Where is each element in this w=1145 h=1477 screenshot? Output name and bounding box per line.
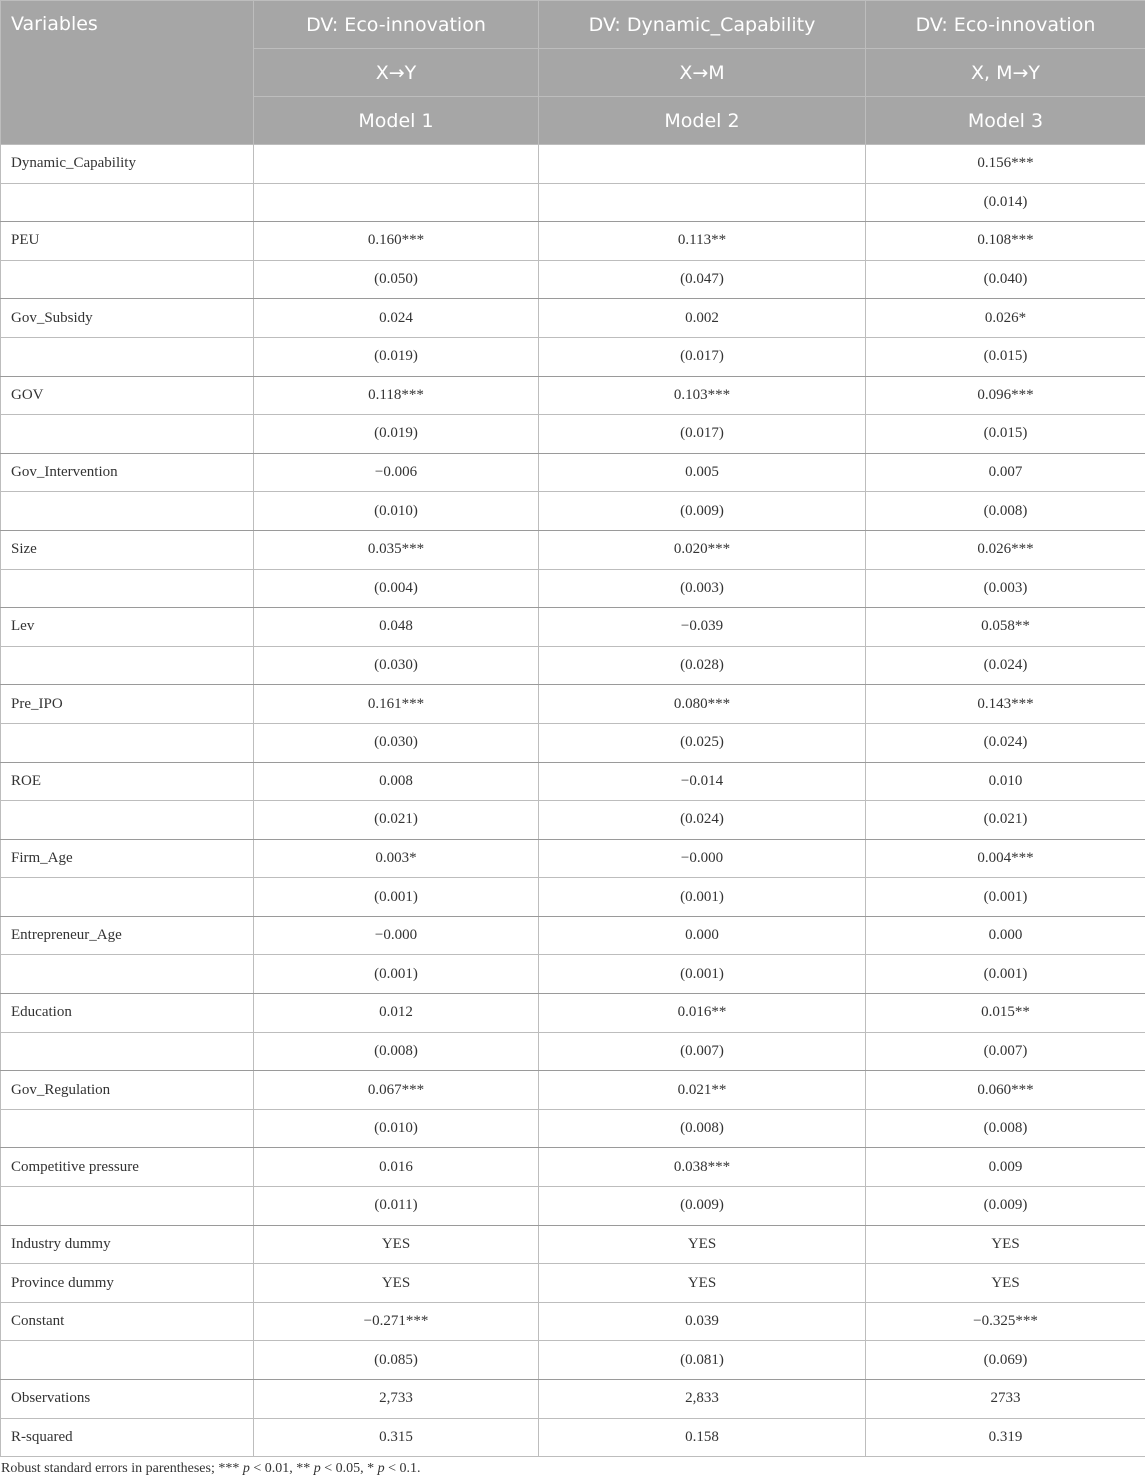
cell-model-3: (0.015) bbox=[866, 415, 1145, 454]
row-label: Gov_Regulation bbox=[1, 1071, 254, 1110]
cell-model-1: (0.019) bbox=[254, 337, 539, 376]
table-row bbox=[1, 1264, 1145, 1303]
cell-model-3: 0.060*** bbox=[866, 1071, 1145, 1110]
table-row bbox=[1, 299, 1145, 338]
cell-model-1: 0.016 bbox=[254, 1148, 539, 1187]
table-row-se bbox=[1, 260, 1145, 299]
dv-header-3: DV: Eco-innovation bbox=[866, 1, 1145, 49]
table-row-se bbox=[1, 492, 1145, 531]
cell-model-1: 0.012 bbox=[254, 994, 539, 1033]
row-label bbox=[1, 1341, 254, 1380]
cell-model-3: 0.156*** bbox=[866, 145, 1145, 184]
row-label bbox=[1, 569, 254, 608]
cell-model-1: (0.001) bbox=[254, 955, 539, 994]
cell-model-1: 2,733 bbox=[254, 1380, 539, 1419]
row-label: Education bbox=[1, 994, 254, 1033]
cell-model-2: −0.039 bbox=[539, 608, 866, 647]
cell-model-1: (0.019) bbox=[254, 415, 539, 454]
row-label: Gov_Intervention bbox=[1, 453, 254, 492]
table-row bbox=[1, 994, 1145, 1033]
footnote-p-1: p bbox=[242, 1461, 250, 1476]
table-row-se bbox=[1, 955, 1145, 994]
table-row bbox=[1, 762, 1145, 801]
cell-model-3: (0.024) bbox=[866, 723, 1145, 762]
cell-model-3: (0.015) bbox=[866, 337, 1145, 376]
cell-model-3: (0.024) bbox=[866, 646, 1145, 685]
table-row-se bbox=[1, 878, 1145, 917]
row-label: Firm_Age bbox=[1, 839, 254, 878]
table-row bbox=[1, 608, 1145, 647]
row-label bbox=[1, 415, 254, 454]
row-label bbox=[1, 646, 254, 685]
cell-model-1: 0.118*** bbox=[254, 376, 539, 415]
cell-model-2: 0.002 bbox=[539, 299, 866, 338]
cell-model-2 bbox=[539, 145, 866, 184]
cell-model-1: YES bbox=[254, 1264, 539, 1303]
row-label bbox=[1, 337, 254, 376]
cell-model-3: (0.007) bbox=[866, 1032, 1145, 1071]
row-label bbox=[1, 723, 254, 762]
cell-model-2: −0.014 bbox=[539, 762, 866, 801]
cell-model-1: 0.024 bbox=[254, 299, 539, 338]
cell-model-3: 0.000 bbox=[866, 916, 1145, 955]
cell-model-1: (0.021) bbox=[254, 801, 539, 840]
footnote-threshold-2: < 0.05, * bbox=[320, 1461, 378, 1476]
cell-model-2: 0.005 bbox=[539, 453, 866, 492]
cell-model-2: 0.038*** bbox=[539, 1148, 866, 1187]
row-label: Dynamic_Capability bbox=[1, 145, 254, 184]
cell-model-1: 0.003* bbox=[254, 839, 539, 878]
cell-model-1 bbox=[254, 183, 539, 222]
table-row bbox=[1, 916, 1145, 955]
row-label: Gov_Subsidy bbox=[1, 299, 254, 338]
row-label: GOV bbox=[1, 376, 254, 415]
table-row bbox=[1, 453, 1145, 492]
cell-model-3: (0.009) bbox=[866, 1187, 1145, 1226]
table-body bbox=[1, 145, 1145, 1457]
row-label bbox=[1, 878, 254, 917]
cell-model-3: −0.325*** bbox=[866, 1302, 1145, 1341]
cell-model-1: (0.008) bbox=[254, 1032, 539, 1071]
cell-model-3: (0.001) bbox=[866, 955, 1145, 994]
table-row-se bbox=[1, 569, 1145, 608]
table-row bbox=[1, 376, 1145, 415]
cell-model-2: (0.001) bbox=[539, 878, 866, 917]
cell-model-2: 0.039 bbox=[539, 1302, 866, 1341]
row-label bbox=[1, 801, 254, 840]
footnote-p-2: p bbox=[313, 1461, 321, 1476]
row-label: Observations bbox=[1, 1380, 254, 1419]
table-header bbox=[1, 1, 1145, 145]
cell-model-2: (0.081) bbox=[539, 1341, 866, 1380]
dv-header-1: DV: Eco-innovation bbox=[254, 1, 539, 49]
cell-model-1: −0.271*** bbox=[254, 1302, 539, 1341]
row-label: R-squared bbox=[1, 1418, 254, 1457]
table-row-se bbox=[1, 801, 1145, 840]
cell-model-3: 0.007 bbox=[866, 453, 1145, 492]
table-row bbox=[1, 839, 1145, 878]
table-row-se bbox=[1, 337, 1145, 376]
cell-model-1: (0.030) bbox=[254, 646, 539, 685]
cell-model-3: 0.026*** bbox=[866, 530, 1145, 569]
footnote-threshold-3: < 0.1. bbox=[384, 1461, 421, 1476]
cell-model-2: −0.000 bbox=[539, 839, 866, 878]
cell-model-2: (0.017) bbox=[539, 415, 866, 454]
table-row bbox=[1, 1071, 1145, 1110]
cell-model-3: (0.040) bbox=[866, 260, 1145, 299]
cell-model-2: 0.080*** bbox=[539, 685, 866, 724]
row-label: Lev bbox=[1, 608, 254, 647]
cell-model-2: (0.047) bbox=[539, 260, 866, 299]
cell-model-1: (0.004) bbox=[254, 569, 539, 608]
variables-header: Variables bbox=[1, 1, 254, 145]
row-label bbox=[1, 492, 254, 531]
footnote-p-3: p bbox=[377, 1461, 385, 1476]
table-row bbox=[1, 222, 1145, 261]
cell-model-2: (0.009) bbox=[539, 1187, 866, 1226]
row-label: Entrepreneur_Age bbox=[1, 916, 254, 955]
cell-model-2: 2,833 bbox=[539, 1380, 866, 1419]
table-row bbox=[1, 685, 1145, 724]
cell-model-2: YES bbox=[539, 1264, 866, 1303]
table-row-se bbox=[1, 1187, 1145, 1226]
table-row bbox=[1, 1148, 1145, 1187]
cell-model-2: (0.009) bbox=[539, 492, 866, 531]
cell-model-2: 0.158 bbox=[539, 1418, 866, 1457]
row-label bbox=[1, 955, 254, 994]
cell-model-3: YES bbox=[866, 1225, 1145, 1264]
table-row-se bbox=[1, 723, 1145, 762]
cell-model-2: 0.016** bbox=[539, 994, 866, 1033]
table-row bbox=[1, 1380, 1145, 1419]
table-row bbox=[1, 1225, 1145, 1264]
cell-model-1: (0.030) bbox=[254, 723, 539, 762]
cell-model-3: (0.014) bbox=[866, 183, 1145, 222]
cell-model-2: (0.007) bbox=[539, 1032, 866, 1071]
cell-model-2 bbox=[539, 183, 866, 222]
row-label bbox=[1, 183, 254, 222]
cell-model-3: 2733 bbox=[866, 1380, 1145, 1419]
table-row-se bbox=[1, 646, 1145, 685]
table-row bbox=[1, 1302, 1145, 1341]
cell-model-3: 0.010 bbox=[866, 762, 1145, 801]
cell-model-2: (0.024) bbox=[539, 801, 866, 840]
cell-model-3: 0.026* bbox=[866, 299, 1145, 338]
row-label bbox=[1, 1187, 254, 1226]
row-label: Size bbox=[1, 530, 254, 569]
row-label: Competitive pressure bbox=[1, 1148, 254, 1187]
table-row-se bbox=[1, 1109, 1145, 1148]
cell-model-1: YES bbox=[254, 1225, 539, 1264]
cell-model-3: 0.004*** bbox=[866, 839, 1145, 878]
path-header-1: X→Y bbox=[254, 49, 539, 97]
cell-model-3: (0.008) bbox=[866, 492, 1145, 531]
cell-model-2: (0.001) bbox=[539, 955, 866, 994]
cell-model-3: 0.009 bbox=[866, 1148, 1145, 1187]
cell-model-3: (0.003) bbox=[866, 569, 1145, 608]
cell-model-3: 0.319 bbox=[866, 1418, 1145, 1457]
cell-model-1: (0.050) bbox=[254, 260, 539, 299]
cell-model-3: 0.108*** bbox=[866, 222, 1145, 261]
dv-header-2: DV: Dynamic_Capability bbox=[539, 1, 866, 49]
cell-model-1: 0.035*** bbox=[254, 530, 539, 569]
path-header-2: X→M bbox=[539, 49, 866, 97]
cell-model-3: 0.143*** bbox=[866, 685, 1145, 724]
cell-model-3: 0.096*** bbox=[866, 376, 1145, 415]
cell-model-1: −0.000 bbox=[254, 916, 539, 955]
cell-model-2: (0.008) bbox=[539, 1109, 866, 1148]
row-label: PEU bbox=[1, 222, 254, 261]
model-header-3: Model 3 bbox=[866, 97, 1145, 145]
table-row-se bbox=[1, 1032, 1145, 1071]
cell-model-3: (0.008) bbox=[866, 1109, 1145, 1148]
table-row-se bbox=[1, 183, 1145, 222]
cell-model-2: 0.103*** bbox=[539, 376, 866, 415]
cell-model-2: (0.003) bbox=[539, 569, 866, 608]
cell-model-1: −0.006 bbox=[254, 453, 539, 492]
cell-model-2: 0.020*** bbox=[539, 530, 866, 569]
cell-model-2: (0.025) bbox=[539, 723, 866, 762]
row-label: Industry dummy bbox=[1, 1225, 254, 1264]
table-row-se bbox=[1, 1341, 1145, 1380]
header-row-dv bbox=[1, 1, 1145, 49]
cell-model-3: (0.001) bbox=[866, 878, 1145, 917]
cell-model-1: 0.008 bbox=[254, 762, 539, 801]
row-label: Constant bbox=[1, 1302, 254, 1341]
row-label bbox=[1, 260, 254, 299]
row-label: ROE bbox=[1, 762, 254, 801]
row-label bbox=[1, 1109, 254, 1148]
cell-model-3: 0.058** bbox=[866, 608, 1145, 647]
cell-model-1: 0.067*** bbox=[254, 1071, 539, 1110]
cell-model-1: (0.010) bbox=[254, 1109, 539, 1148]
model-header-2: Model 2 bbox=[539, 97, 866, 145]
cell-model-1: (0.001) bbox=[254, 878, 539, 917]
footnote-threshold-1: < 0.01, ** bbox=[249, 1461, 314, 1476]
cell-model-2: YES bbox=[539, 1225, 866, 1264]
cell-model-3: 0.015** bbox=[866, 994, 1145, 1033]
cell-model-1: (0.085) bbox=[254, 1341, 539, 1380]
cell-model-3: (0.021) bbox=[866, 801, 1145, 840]
cell-model-3: (0.069) bbox=[866, 1341, 1145, 1380]
cell-model-2: 0.021** bbox=[539, 1071, 866, 1110]
row-label: Pre_IPO bbox=[1, 685, 254, 724]
cell-model-1: 0.315 bbox=[254, 1418, 539, 1457]
model-header-1: Model 1 bbox=[254, 97, 539, 145]
footnote-prefix: Robust standard errors in parentheses; *** bbox=[1, 1461, 243, 1476]
cell-model-1: 0.160*** bbox=[254, 222, 539, 261]
table-row-se bbox=[1, 415, 1145, 454]
path-header-3: X, M→Y bbox=[866, 49, 1145, 97]
cell-model-2: (0.017) bbox=[539, 337, 866, 376]
row-label bbox=[1, 1032, 254, 1071]
table-row bbox=[1, 1418, 1145, 1457]
cell-model-3: YES bbox=[866, 1264, 1145, 1303]
cell-model-1: 0.048 bbox=[254, 608, 539, 647]
table-row bbox=[1, 145, 1145, 184]
cell-model-1: 0.161*** bbox=[254, 685, 539, 724]
table-row bbox=[1, 530, 1145, 569]
cell-model-1: (0.010) bbox=[254, 492, 539, 531]
row-label: Province dummy bbox=[1, 1264, 254, 1303]
cell-model-2: (0.028) bbox=[539, 646, 866, 685]
table-footnote bbox=[1, 1461, 421, 1477]
cell-model-2: 0.113** bbox=[539, 222, 866, 261]
cell-model-1: (0.011) bbox=[254, 1187, 539, 1226]
cell-model-1 bbox=[254, 145, 539, 184]
cell-model-2: 0.000 bbox=[539, 916, 866, 955]
